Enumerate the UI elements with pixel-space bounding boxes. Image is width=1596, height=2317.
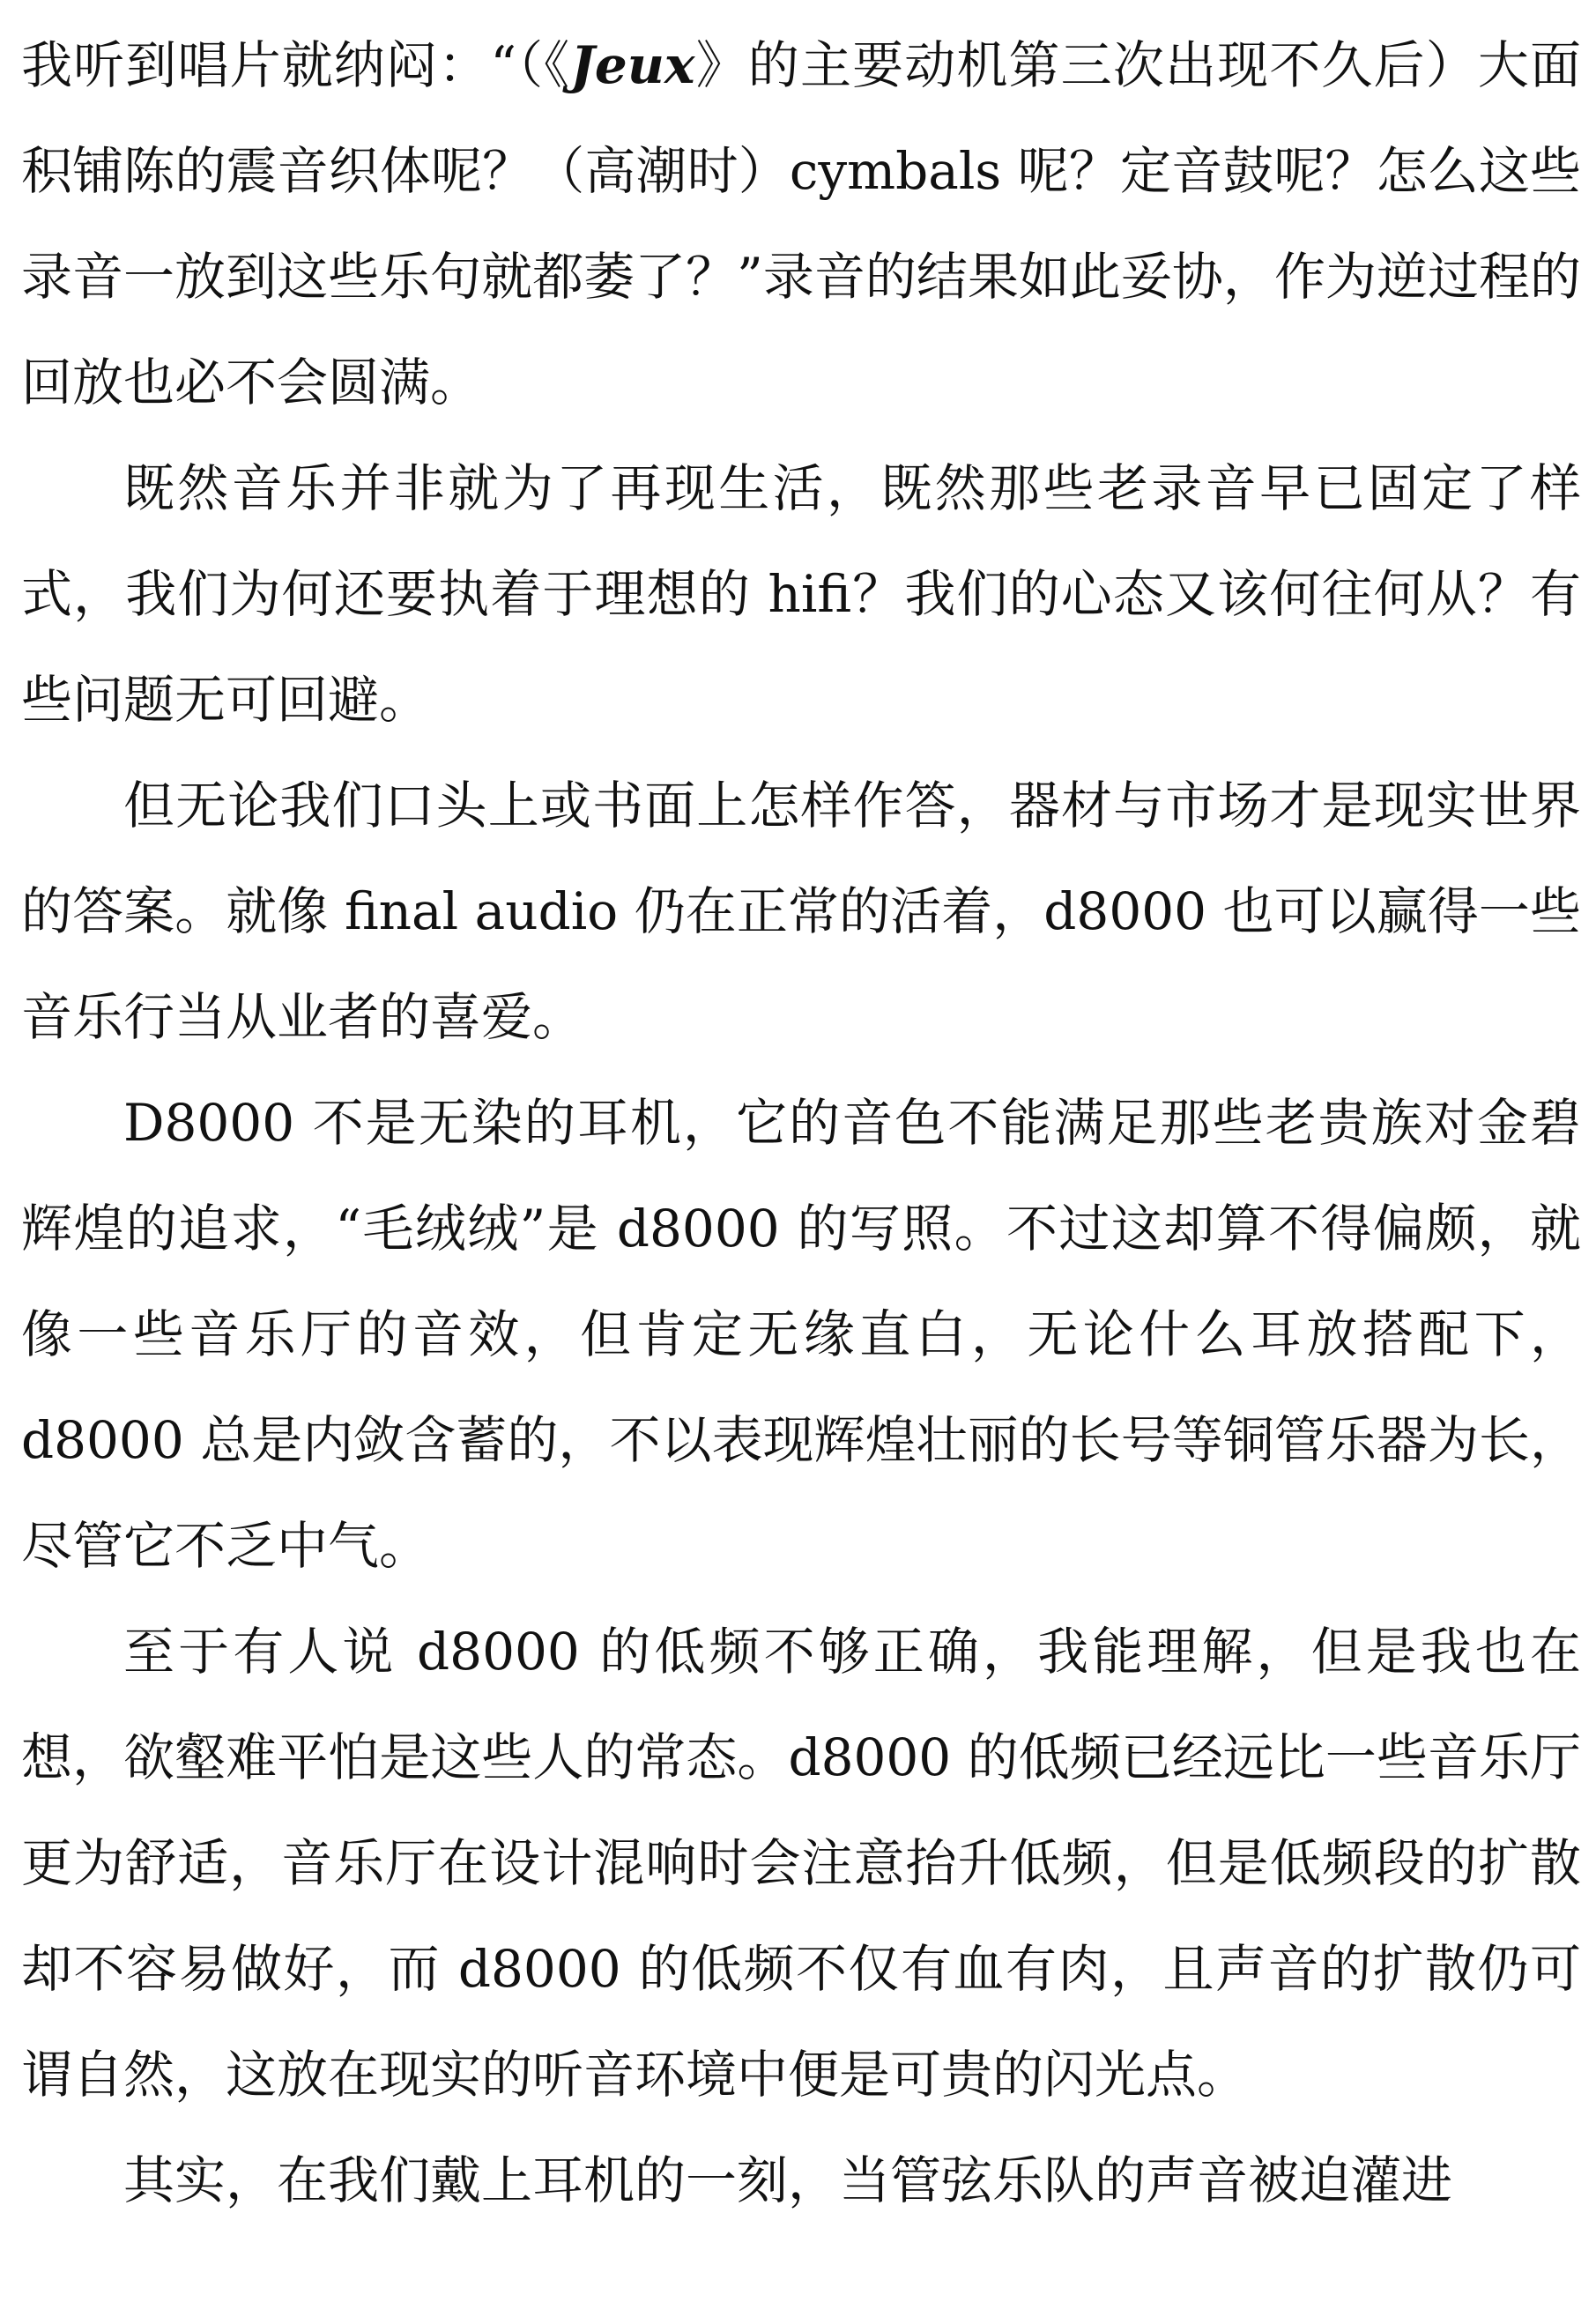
paragraph-1-part-1: 我听到唱片就纳闷：“（《 xyxy=(21,35,571,95)
paragraph-6: 其实，在我们戴上耳机的一刻，当管弦乐队的声音被迫灌进 xyxy=(123,2150,1453,2210)
paragraph-2: 既然音乐并非就为了再现生活，既然那些老录音早已固定了样式，我们为何还要执着于理想的 hifi？我们的心态又该何往何从？有些问题无可回避。 xyxy=(21,458,1581,730)
paragraph-1-part-3: 》的主要动机第三次出现不久后）大面积铺陈的震音织体呢？（高潮时）cymbals 呢？定音鼓呢？怎么这些录音一放到这些乐句就都萎了？”录音的结果如此妥协，作为逆过程的回放也必不会圆满。 xyxy=(21,35,1581,412)
paragraph-4: D8000 不是无染的耳机，它的音色不能满足那些老贵族对金碧辉煌的追求，“毛绒绒”是 d8000 的写照。不过这却算不得偏颇，就像一些音乐厅的音效，但肯定无缘直白，无论什么耳放搭配下，d8000 总是内敛含蓄的，不以表现辉煌壮丽的长号等铜管乐器为长，尽管它不乏中气。 xyxy=(21,1093,1581,1576)
document-page xyxy=(21,12,1581,2233)
work-title-jeux: Jeux xyxy=(570,35,695,95)
paragraph-3: 但无论我们口头上或书面上怎样作答，器材与市场才是现实世界的答案。就像 final audio 仍在正常的活着，d8000 也可以赢得一些音乐行当从业者的喜爱。 xyxy=(21,776,1581,1047)
paragraph-1 xyxy=(21,12,1581,435)
paragraph-5: 至于有人说 d8000 的低频不够正确，我能理解，但是我也在想，欲壑难平怕是这些人的常态。d8000 的低频已经远比一些音乐厅更为舒适，音乐厅在设计混响时会注意抬升低频，但是低频段的扩散却不容易做好，而 d8000 的低频不仅有血有肉，且声音的扩散仍可谓自然，这放在现实的听音环境中便是可贵的闪光点。 xyxy=(21,1622,1581,2105)
